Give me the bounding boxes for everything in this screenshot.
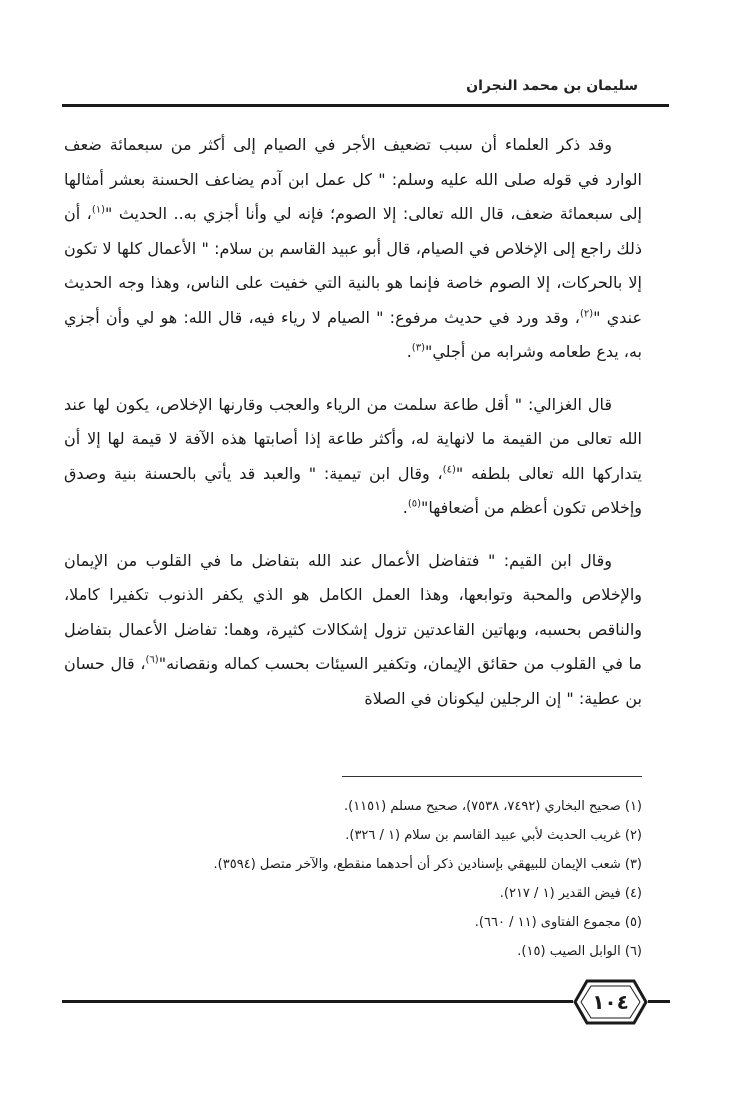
paragraph-1: [64, 128, 642, 370]
paragraph-3: [64, 544, 642, 717]
footnote-ref-1: (١): [91, 204, 106, 216]
text-segment: قال الغزالي: " أقل طاعة سلمت من الرياء والعجب وقارنها الإخلاص، يكون لها عند الله تعالى من القيمة ما لانهاية له، وأكثر طاعة إذا أصابتها هذه الآفة لا قيمة لها إلا أن يتداركها الله تعالى بلطفه ": [64, 394, 643, 483]
footnote-3: (٣) شعب الإيمان للبيهقي بإسنادين ذكر أن أحدهما منقطع، والآخر متصل (٣٥٩٤).: [213, 857, 642, 872]
footnote-ref-5: (٥): [407, 498, 421, 510]
footer-rule-end: [648, 1000, 670, 1003]
footer-rule: [62, 1000, 573, 1003]
footnote-2: (٢) غريب الحديث لأبي عبيد القاسم بن سلام (١ / ٣٢٦).: [345, 828, 642, 843]
footnotes-list: [64, 792, 642, 966]
footnote-6: (٦) الوابل الصيب (١٥).: [517, 944, 642, 959]
footnote-4: (٤) فيض القدير (١ / ٢١٧).: [499, 886, 642, 901]
footnote-5: (٥) مجموع الفتاوى (١١ / ٦٦٠).: [474, 915, 642, 930]
footnote-ref-6: (٦): [145, 654, 159, 666]
header-rule: [62, 104, 669, 107]
footnote-ref-3: (٣): [411, 342, 425, 354]
page-number-badge: [573, 978, 648, 1026]
text-segment: .: [406, 342, 412, 361]
footnote-separator: [342, 776, 642, 777]
paragraph-2: [64, 388, 642, 526]
text-segment: ، وقال ابن تيمية: " والعبد قد يأتي بالحسنة بنية وصدق وإخلاص تكون أعظم من أضعافها": [64, 463, 642, 517]
footnote-ref-4: (٤): [442, 464, 456, 476]
text-segment: ، وقد ورد في حديث مرفوع: " الصيام لا رياء فيه، قال الله: هو لي وأن أجزي به، يدع طعامه وشرابه من أجلي": [64, 307, 642, 361]
main-text: [64, 128, 642, 716]
text-segment: ، قال حسان بن عطية: " إن الرجلين ليكونان في الصلاة: [64, 654, 642, 708]
running-header-author: سليمان بن محمد النجران: [466, 78, 638, 94]
text-segment: .: [402, 498, 408, 517]
footnote-ref-2: (٢): [579, 308, 594, 320]
footnote-1: (١) صحيح البخاري (٧٤٩٢، ٧٥٣٨)، صحيح مسلم (١١٥١).: [343, 799, 642, 814]
text-segment: ، أن ذلك راجع إلى الإخلاص في الصيام، قال أبو عبيد القاسم بن سلام: " الأعمال كلها لا تكون إلا بالحركات، إلا الصوم خاصة فإنما هو بالنية التي خفيت على الناس، وهذا وجه الحديث عندي ": [64, 204, 642, 327]
page-number: ١٠٤: [592, 990, 629, 1014]
text-segment: وقال ابن القيم: " فتفاضل الأعمال عند الله بتفاضل ما في القلوب من الإيمان والإخلاص والمحبة وتوابعها، وهذا العمل الكامل هو الذي يكفر الذنوب تكفيرا كاملا، والناقص بحسبه، وبهاتين القاعدتين تزول إشكالات كثيرة، وهما: تفاضل الأعمال بتفاضل ما في القلوب من حقائق الإيمان، وتكفير السيئات بحسب كماله ونقصانه": [64, 550, 642, 673]
text-segment: وقد ذكر العلماء أن سبب تضعيف الأجر في الصيام إلى أكثر من سبعمائة ضعف الوارد في قوله صلى الله عليه وسلم: " كل عمل ابن آدم يضاعف الحسنة بعشر أمثالها إلى سبعمائة ضعف، قال الله تعالى: إلا الصوم؛ فإنه لي وأنا أجزي به.. الحديث ": [64, 135, 642, 223]
